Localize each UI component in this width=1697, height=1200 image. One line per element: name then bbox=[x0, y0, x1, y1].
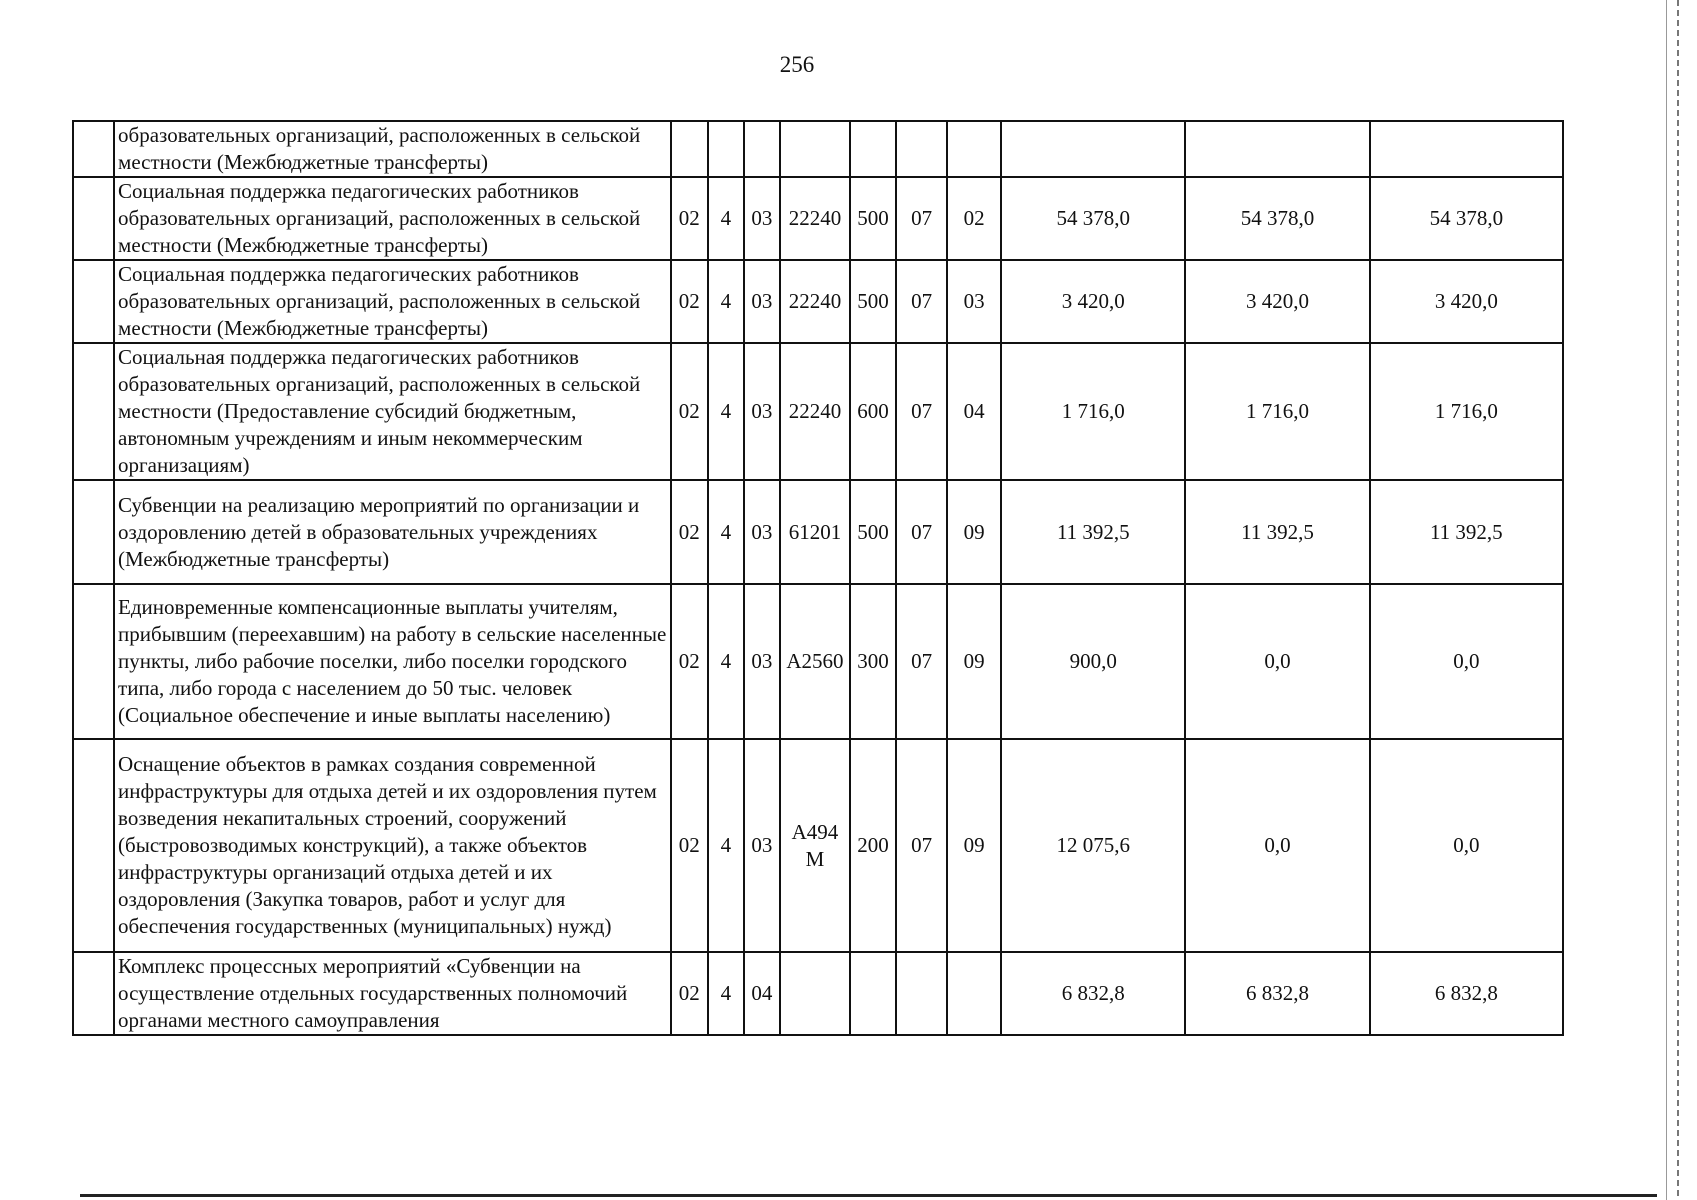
amount-cell bbox=[1185, 121, 1369, 177]
row-description: Социальная поддержка педагогических работников образовательных организаций, расположенных в сельской местности (Межбюджетные трансферты) bbox=[114, 177, 671, 260]
amount-cell bbox=[1001, 121, 1185, 177]
row-description: Социальная поддержка педагогических работников образовательных организаций, расположенных в сельской местности (Межбюджетные трансферты) bbox=[114, 260, 671, 343]
code-cell: 300 bbox=[850, 584, 896, 739]
code-cell: 4 bbox=[708, 952, 744, 1035]
amount-cell: 0,0 bbox=[1185, 584, 1369, 739]
scan-edge-line bbox=[1666, 0, 1667, 1200]
amount-cell: 11 392,5 bbox=[1185, 480, 1369, 584]
code-cell: 02 bbox=[671, 952, 708, 1035]
code-cell: 03 bbox=[744, 260, 780, 343]
table-row bbox=[73, 480, 1563, 584]
page-number: 256 bbox=[779, 52, 815, 77]
index-cell bbox=[73, 739, 114, 952]
table-row bbox=[73, 260, 1563, 343]
amount-cell: 0,0 bbox=[1185, 739, 1369, 952]
code-cell: 04 bbox=[744, 952, 780, 1035]
amount-cell: 11 392,5 bbox=[1370, 480, 1563, 584]
row-description: Единовременные компенсационные выплаты учителям, прибывшим (переехавшим) на работу в сельские населенные пункты, либо рабочие поселки, либо поселки городского типа, либо города с населением до 50 тыс. человек (Социальное обеспечение и иные выплаты населению) bbox=[114, 584, 671, 739]
code-cell bbox=[671, 121, 708, 177]
amount-cell: 1 716,0 bbox=[1001, 343, 1185, 480]
index-cell bbox=[73, 121, 114, 177]
row-description: Комплекс процессных мероприятий «Субвенции на осуществление отдельных государственных полномочий органами местного самоуправления bbox=[114, 952, 671, 1035]
code-cell: 500 bbox=[850, 177, 896, 260]
code-cell: 4 bbox=[708, 584, 744, 739]
table-row bbox=[73, 952, 1563, 1035]
code-cell: 4 bbox=[708, 343, 744, 480]
code-cell: 02 bbox=[671, 177, 708, 260]
code-cell bbox=[947, 952, 1001, 1035]
code-cell: 500 bbox=[850, 480, 896, 584]
code-cell: 600 bbox=[850, 343, 896, 480]
amount-cell: 11 392,5 bbox=[1001, 480, 1185, 584]
table-body bbox=[73, 121, 1563, 1035]
code-cell: 02 bbox=[671, 260, 708, 343]
code-cell: 4 bbox=[708, 177, 744, 260]
amount-cell: 54 378,0 bbox=[1001, 177, 1185, 260]
code-cell bbox=[780, 121, 850, 177]
code-cell: 09 bbox=[947, 739, 1001, 952]
amount-cell: 3 420,0 bbox=[1370, 260, 1563, 343]
code-cell: 07 bbox=[896, 739, 947, 952]
row-description: образовательных организаций, расположенных в сельской местности (Межбюджетные трансферты) bbox=[114, 121, 671, 177]
code-cell bbox=[780, 952, 850, 1035]
code-cell: 22240 bbox=[780, 177, 850, 260]
code-cell: 4 bbox=[708, 480, 744, 584]
code-cell: 02 bbox=[671, 584, 708, 739]
code-cell: А2560 bbox=[780, 584, 850, 739]
amount-cell: 6 832,8 bbox=[1370, 952, 1563, 1035]
row-description: Социальная поддержка педагогических работников образовательных организаций, расположенных в сельской местности (Предоставление субсидий бюджетным, автономным учреждениям и иным некоммерческим организациям) bbox=[114, 343, 671, 480]
code-cell: 02 bbox=[671, 480, 708, 584]
index-cell bbox=[73, 480, 114, 584]
amount-cell: 54 378,0 bbox=[1185, 177, 1369, 260]
code-cell: 07 bbox=[896, 480, 947, 584]
row-description: Субвенции на реализацию мероприятий по организации и оздоровлению детей в образовательных учреждениях (Межбюджетные трансферты) bbox=[114, 480, 671, 584]
code-cell bbox=[896, 952, 947, 1035]
amount-cell: 54 378,0 bbox=[1370, 177, 1563, 260]
code-cell bbox=[708, 121, 744, 177]
amount-cell: 0,0 bbox=[1370, 584, 1563, 739]
table-row bbox=[73, 121, 1563, 177]
row-description: Оснащение объектов в рамках создания современной инфраструктуры для отдыха детей и их оздоровления путем возведения некапитальных строений, сооружений (быстровозводимых конструкций), а также объектов инфраструктуры организаций отдыха детей и их оздоровления (Закупка товаров, работ и услуг для обеспечения государственных (муниципальных) нужд) bbox=[114, 739, 671, 952]
code-cell: 22240 bbox=[780, 260, 850, 343]
code-cell: 02 bbox=[671, 343, 708, 480]
code-cell: 200 bbox=[850, 739, 896, 952]
amount-cell: 6 832,8 bbox=[1001, 952, 1185, 1035]
code-cell: 02 bbox=[671, 739, 708, 952]
code-cell: 500 bbox=[850, 260, 896, 343]
code-cell: 04 bbox=[947, 343, 1001, 480]
code-cell bbox=[744, 121, 780, 177]
table-row bbox=[73, 343, 1563, 480]
code-cell bbox=[896, 121, 947, 177]
table-row bbox=[73, 739, 1563, 952]
index-cell bbox=[73, 343, 114, 480]
index-cell bbox=[73, 584, 114, 739]
code-cell: 61201 bbox=[780, 480, 850, 584]
code-cell: 03 bbox=[744, 343, 780, 480]
amount-cell: 3 420,0 bbox=[1185, 260, 1369, 343]
code-cell: 03 bbox=[744, 480, 780, 584]
code-cell: 03 bbox=[947, 260, 1001, 343]
amount-cell: 1 716,0 bbox=[1185, 343, 1369, 480]
table-row bbox=[73, 584, 1563, 739]
code-cell: 07 bbox=[896, 584, 947, 739]
code-cell bbox=[850, 121, 896, 177]
amount-cell: 6 832,8 bbox=[1185, 952, 1369, 1035]
table-row bbox=[73, 177, 1563, 260]
code-cell: 09 bbox=[947, 584, 1001, 739]
budget-table bbox=[72, 120, 1564, 1036]
code-cell: А494 М bbox=[780, 739, 850, 952]
code-cell: 4 bbox=[708, 739, 744, 952]
code-cell: 03 bbox=[744, 584, 780, 739]
code-cell: 07 bbox=[896, 177, 947, 260]
code-cell: 07 bbox=[896, 260, 947, 343]
amount-cell: 12 075,6 bbox=[1001, 739, 1185, 952]
amount-cell: 3 420,0 bbox=[1001, 260, 1185, 343]
code-cell: 07 bbox=[896, 343, 947, 480]
index-cell bbox=[73, 952, 114, 1035]
code-cell: 22240 bbox=[780, 343, 850, 480]
scan-bottom-edge bbox=[80, 1194, 1657, 1197]
index-cell bbox=[73, 260, 114, 343]
amount-cell bbox=[1370, 121, 1563, 177]
code-cell: 4 bbox=[708, 260, 744, 343]
code-cell bbox=[947, 121, 1001, 177]
code-cell: 09 bbox=[947, 480, 1001, 584]
code-cell: 03 bbox=[744, 739, 780, 952]
amount-cell: 900,0 bbox=[1001, 584, 1185, 739]
code-cell bbox=[850, 952, 896, 1035]
amount-cell: 1 716,0 bbox=[1370, 343, 1563, 480]
code-cell: 03 bbox=[744, 177, 780, 260]
index-cell bbox=[73, 177, 114, 260]
amount-cell: 0,0 bbox=[1370, 739, 1563, 952]
code-cell: 02 bbox=[947, 177, 1001, 260]
scan-edge-line bbox=[1677, 0, 1679, 1200]
